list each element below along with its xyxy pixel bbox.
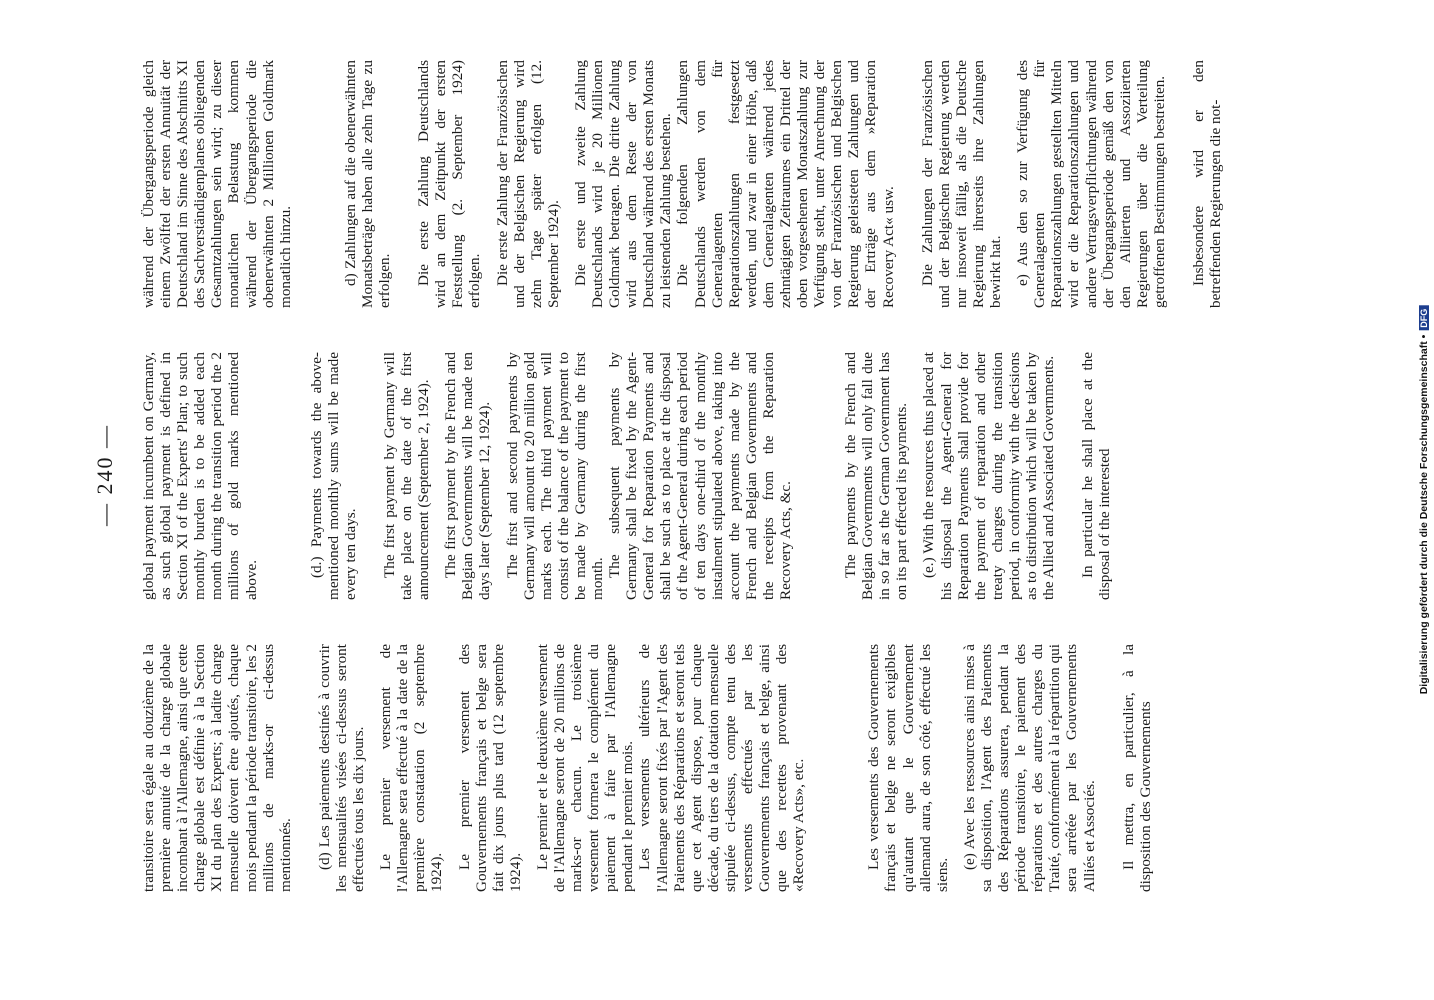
fr-paragraph-1: transitoire sera égale au douzième de la première annuité de la charge globale incombant à l'Allemagne, ainsi que cette charge globale est définie à la Section XI du plan des Experts; à ladite charge mensuelle doivent être ajoutés, chaque mois pendant la période transitoire, les 2 millions de marks-or ci-dessus mentionnés. (140, 644, 294, 892)
page-number: — 240 — (92, 424, 117, 526)
en-paragraph-8: (e.) With the resources thus placed at his disposal the Agent-General for Reparation Payments shall provide for the payment of reparation and other treaty charges during the transition period, in conformity with the decisions as to distribution which will be taken by the Allied and Associated Governments. (920, 352, 1058, 600)
en-paragraph-3: The first payment by Germany will take place on the date of the first announcement (September 2, 1924). (380, 352, 433, 600)
en-paragraph-1: global payment incumbent on Germany, as such global payment is defined in Section XI of the Experts' Plan; to such monthly burden is to be added each month during the transition period the 2 millions of gold marks mentioned above. (140, 352, 260, 600)
de-paragraph-9: Insbesondere wird er den betreffenden Regierungen die not- (1189, 60, 1225, 308)
dfg-logo-badge: DFG (1419, 306, 1429, 331)
en-paragraph-6: The subsequent payments by Germany shall be fixed by the Agent-General for Reparation Payments and shall be such as to place at the disposal of the Agent-General during each period of ten days one-third of the monthly instalment stipulated above, taking into account the payments made by the French and Belgian Governments and the receipts from the Reparation Recovery Acts, &c. (606, 352, 794, 600)
digitization-credit-text: Digitalisierung gefördert durch die Deutsche Forschungsgemeinschaft • (1418, 334, 1430, 695)
fr-paragraph-6: Les versements ultérieurs de l'Allemagne seront fixés par l'Agent des Paiements des Réparations et seront tels que cet Agent dispose, pour chaque décade, du tiers de la dotation mensuelle stipulée ci-dessus, compte tenu des versements effectués par les Gouvernements français et belge, ainsi que des recettes provenant des «Recovery Acts», etc. (636, 644, 808, 892)
french-column (140, 644, 1154, 892)
fr-paragraph-3: Le premier versement de l'Allemagne sera effectué à la date de la première constatation (2 septembre 1924). (377, 644, 446, 892)
fr-paragraph-9: Il mettra, en particulier, à la disposition des Gouvernements (1119, 644, 1154, 892)
de-paragraph-2: d) Zahlungen auf die obenerwähnten Monatsbeträge haben alle zehn Tage zu erfolgen. (341, 60, 394, 308)
de-paragraph-3: Die erste Zahlung Deutschlands wird an dem Zeitpunkt der ersten Feststellung (2. September 1924) erfolgen. (415, 60, 484, 308)
fr-paragraph-8: (e) Avec les ressources ainsi mises à sa disposition, l'Agent des Paiements des Réparations assurera, pendant la période transitoire, le paiement des réparations et des autres charges du Traité, conformément à la répartition qui sera arrêtée par les Gouvernements Alliés et Associés. (960, 644, 1098, 892)
rotated-page (70, 10, 1350, 940)
en-paragraph-9: In particular he shall place at the disposal of the interested (1079, 352, 1114, 600)
de-paragraph-8: e) Aus den so zur Verfügung des Generalagenten für Reparationszahlungen gestellten Mitteln wird er die Reparationszahlungen und andere Vertragsverpflichtungen während der Übergangsperiode gemäß den von den Alliierten und Assoziierten Regierungen über die Verteilung getroffenen Bestimmungen bestreiten. (1014, 60, 1168, 308)
de-paragraph-7: Die Zahlungen der Französischen und der Belgischen Regierung werden nur insoweit fällig, als die Deutsche Regierung ihrerseits ihre Zahlungen bewirkt hat. (918, 60, 1005, 308)
en-paragraph-4: The first payment by the French and Belgian Governments will be made ten days later (September 12, 1924). (442, 352, 494, 600)
german-column (140, 60, 1224, 308)
english-column (140, 352, 1113, 600)
en-paragraph-2: (d.) Payments towards the above-mentioned monthly sums will be made every ten days. (307, 352, 359, 600)
fr-paragraph-7: Les versements des Gouvernements français et belge ne seront exigibles qu'autant que le Gouvernement allemand aura, de son côté, effectué les siens. (865, 644, 951, 892)
fr-paragraph-2: (d) Les paiements destinés à couvrir les mensualités visées ci-dessus seront effectués tous les dix jours. (315, 644, 368, 892)
digitization-credit (1416, 10, 1432, 990)
de-paragraph-6: Die folgenden Zahlungen Deutschlands werden von dem Generalagenten für Reparationszahlungen festgesetzt werden, und zwar in einer Höhe, daß dem Generalagenten während jedes zehntägigen Zeitraumes ein Drittel der oben vorgesehenen Monatszahlung zur Verfügung steht, unter Anrechnung der von der Französischen und Belgischen Regierung geleisteten Zahlungen und der Erträge aus dem »Reparation Recovery Act« usw. (674, 60, 897, 308)
en-paragraph-5: The first and second payments by Germany will amount to 20 million gold marks each. The third payment will consist of the balance of the payment to be made by Germany during the first month. (503, 352, 606, 600)
fr-paragraph-4: Le premier versement des Gouvernements français et belge sera fait dix jours plus tard (12 septembre 1924). (455, 644, 524, 892)
fr-paragraph-5: Le premier et le deuxième versement de l'Allemagne seront de 20 millions de marks-or chacun. Le troisième versement formera le complément du paiement à faire par l'Allemagne pendant le premier mois. (533, 644, 637, 892)
en-paragraph-7: The payments by the French and Belgian Governments will only fall due in so far as the German Government has on its part effected its payments. (842, 352, 911, 600)
de-paragraph-1: während der Übergangsperiode gleich einem Zwölftel der ersten Annuität der Deutschland im Sinne des Abschnitts XI des Sachverständigenplanes obliegenden Gesamtzahlungen sein wird; zu dieser monatlichen Belastung kommen während der Übergangsperiode die obenerwähnten 2 Millionen Goldmark monatlich hinzu. (140, 60, 294, 308)
de-paragraph-5: Die erste und zweite Zahlung Deutschlands wird je 20 Millionen Goldmark betragen. Die dritte Zahlung wird aus dem Reste der von Deutschland während des ersten Monats zu leistenden Zahlung bestehen. (571, 60, 675, 308)
de-paragraph-4: Die erste Zahlung der Französischen und der Belgischen Regierung wird zehn Tage später erfolgen (12. September 1924). (493, 60, 562, 308)
